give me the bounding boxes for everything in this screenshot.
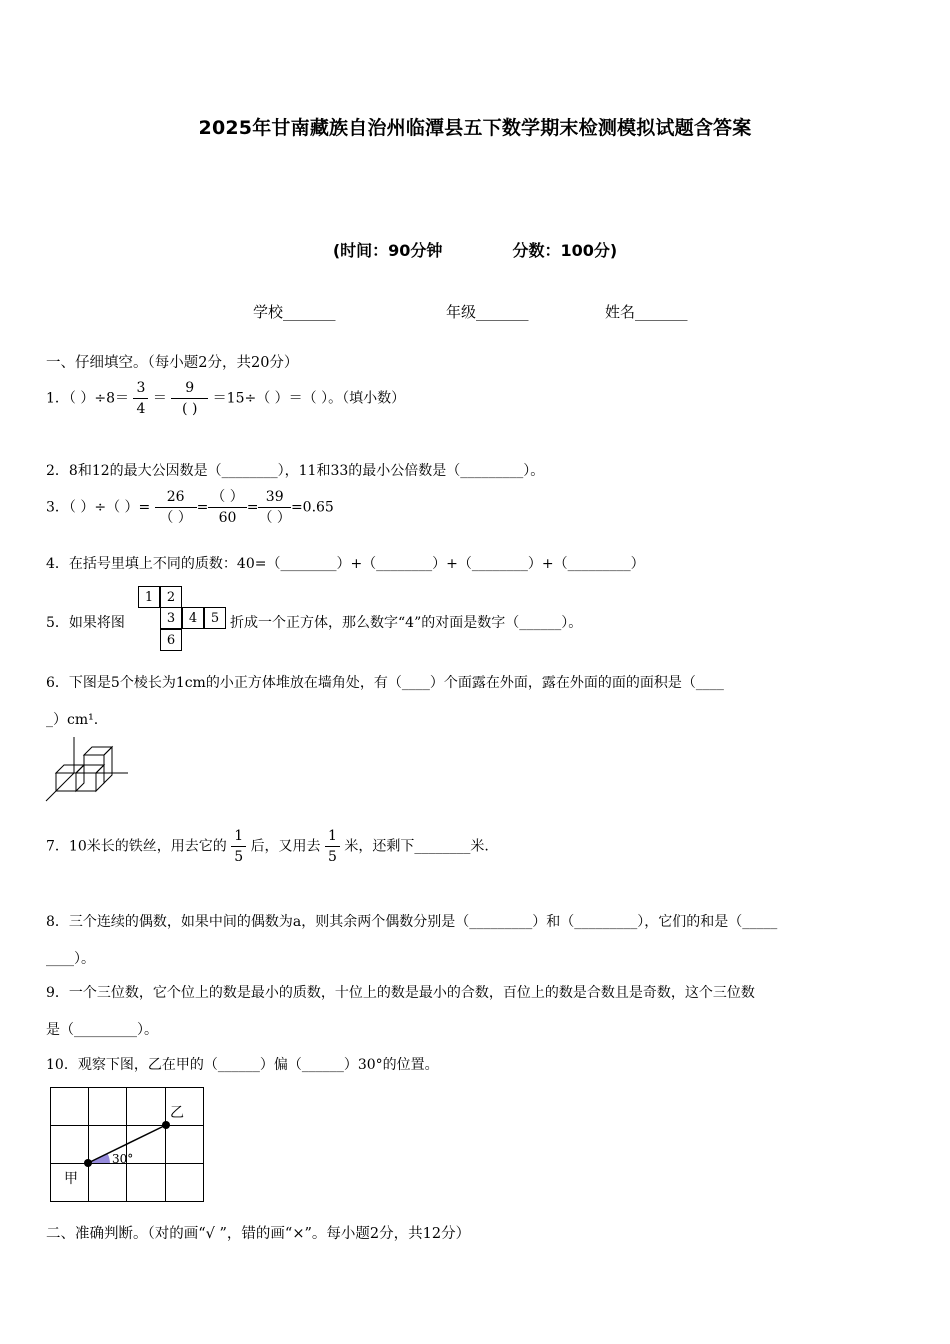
question-6-line-2: _）cm¹. bbox=[46, 712, 99, 728]
question-5-prefix: 5．如果将图 bbox=[46, 615, 125, 631]
question-9-line-2: 是（_________）。 bbox=[46, 1022, 158, 1038]
q1-fraction-1: $\frac{3}{4}$ bbox=[133, 378, 148, 419]
net-cell: 1 bbox=[138, 586, 160, 608]
point-b bbox=[162, 1121, 170, 1129]
question-4: 4．在括号里填上不同的质数：40=（________）+（________）+（________）+（_________） bbox=[46, 556, 645, 572]
q3-fraction-2: $\frac{( )}{60}$ bbox=[208, 487, 246, 528]
section-2-heading: 二、准确判断。（对的画“√ ”，错的画“×”。每小题2分，共12分） bbox=[46, 1226, 471, 1242]
q1-fraction-2: $\frac{9}{( )}$ bbox=[171, 378, 208, 419]
section-1-heading: 一、仔细填空。（每小题2分，共20分） bbox=[46, 355, 299, 371]
angle-label: 30° bbox=[112, 1152, 134, 1166]
question-10: 10．观察下图，乙在甲的（______）偏（______）30°的位置。 bbox=[46, 1057, 439, 1073]
exam-meta bbox=[0, 238, 950, 261]
direction-grid-figure bbox=[48, 1085, 208, 1205]
q1-suffix: ＝15÷（ ）＝（ ）。（填小数） bbox=[212, 390, 406, 407]
name-field: 姓名_______ bbox=[605, 303, 688, 321]
question-3: 3．（ ）÷（ ）= $\frac{26}{( )}$ = $\frac{( )}{60}$ = $\frac{39}{( )}$ =0.65 bbox=[46, 489, 334, 526]
question-2: 2．8和12的最大公因数是（________），11和33的最小公倍数是（_________）。 bbox=[46, 463, 545, 479]
net-cell: 2 bbox=[160, 586, 182, 608]
point-a bbox=[84, 1159, 92, 1167]
q3-fraction-1: $\frac{26}{( )}$ bbox=[155, 487, 197, 528]
question-5-suffix: 折成一个正方体，那么数字“4”的对面是数字（______）。 bbox=[230, 615, 583, 631]
q1-prefix: 1．（ ）÷8＝ bbox=[46, 390, 129, 407]
net-cell: 4 bbox=[182, 607, 204, 629]
exam-score: 分数：100分) bbox=[512, 241, 618, 260]
net-cell: 3 bbox=[160, 607, 182, 629]
label-b: 乙 bbox=[170, 1105, 184, 1121]
q7-fraction-2: $\frac{1}{5}$ bbox=[325, 826, 340, 867]
grade-field: 年级_______ bbox=[446, 303, 529, 321]
question-9-line-1: 9．一个三位数，它个位上的数是最小的质数，十位上的数是最小的合数，百位上的数是合数且是奇数，这个三位数 bbox=[46, 985, 755, 1001]
question-8-line-1: 8．三个连续的偶数，如果中间的偶数为a，则其余两个偶数分别是（_________）和（_________），它们的和是（_____ bbox=[46, 914, 778, 930]
q3-fraction-3: $\frac{39}{( )}$ bbox=[258, 489, 291, 526]
page-title: 2025年甘南藏族自治州临潭县五下数学期末检测模拟试题含答案 bbox=[198, 117, 752, 139]
school-field: 学校_______ bbox=[253, 303, 336, 321]
exam-time: (时间：90分钟 bbox=[332, 241, 443, 260]
net-cell: 5 bbox=[204, 607, 226, 629]
net-cell: 6 bbox=[160, 629, 182, 651]
question-8-line-2: ____）。 bbox=[46, 951, 95, 967]
q7-fraction-1: $\frac{1}{5}$ bbox=[231, 826, 246, 867]
question-1: 1．（ ）÷8＝ $\frac{3}{4}$ ＝ $\frac{9}{( )}$ ＝15÷（ ）＝（ ）。（填小数） bbox=[46, 380, 406, 417]
label-a: 甲 bbox=[64, 1171, 78, 1187]
question-7: 7．10米长的铁丝，用去它的 $\frac{1}{5}$ 后，又用去 $\frac{1}{5}$ 米，还剩下________米. bbox=[46, 828, 489, 865]
question-6-line-1: 6．下图是5个棱长为1cm的小正方体堆放在墙角处，有（____）个面露在外面，露在外面的面的面积是（____ bbox=[46, 675, 724, 691]
cube-stack-figure bbox=[44, 737, 134, 803]
